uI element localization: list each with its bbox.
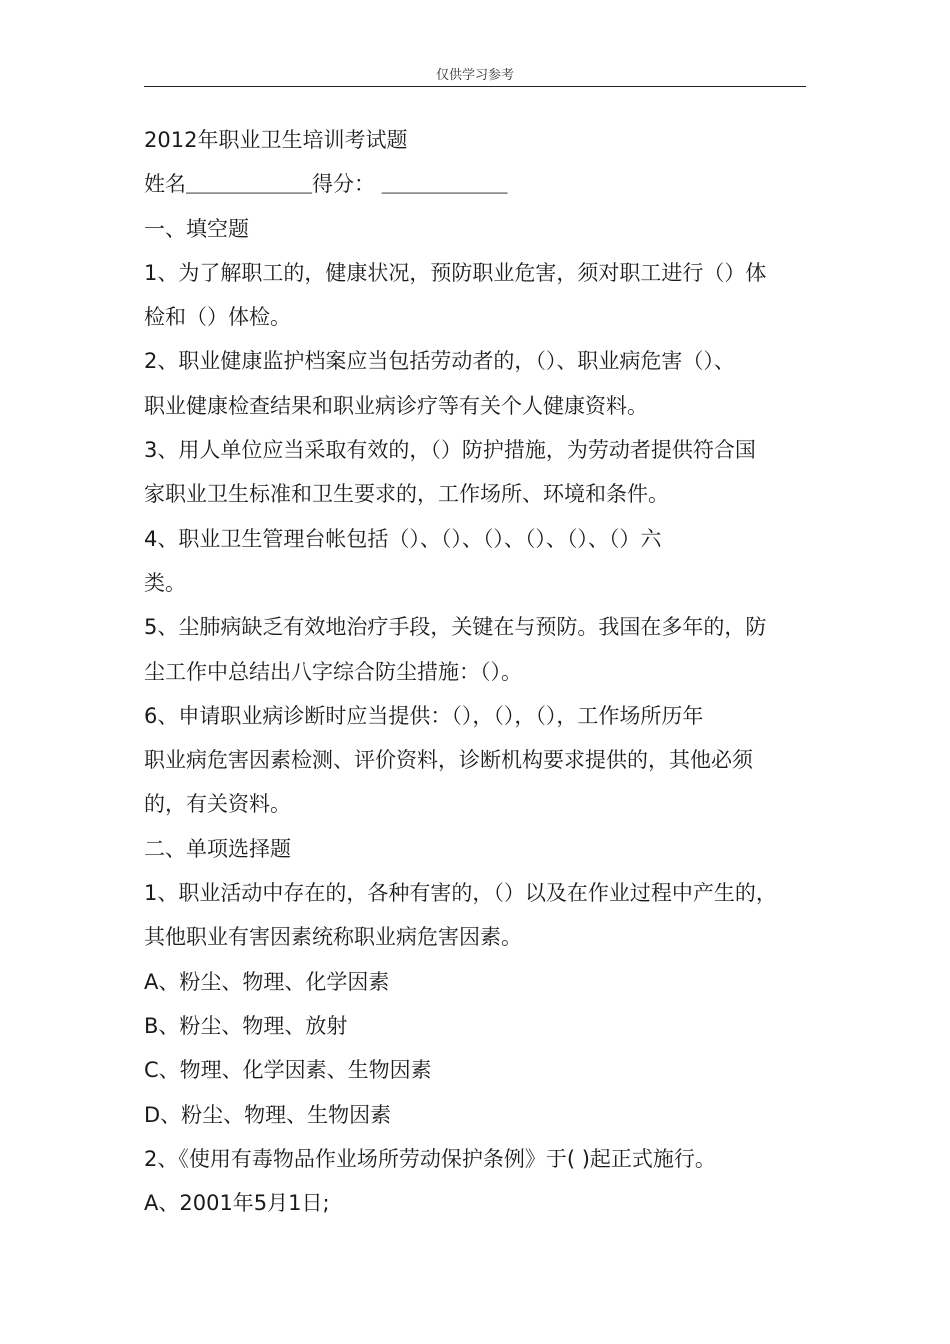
question-text: 的，有关资料。 bbox=[144, 792, 291, 817]
question-text: 1、职业活动中存在的，各种有害的，（）以及在作业过程中产生的， bbox=[144, 881, 777, 906]
answer-option: C、物理、化学因素、生物因素 bbox=[144, 1058, 432, 1083]
section-heading-single-choice: 二、单项选择题 bbox=[144, 836, 291, 861]
question-text: 尘工作中总结出八字综合防尘措施：（）。 bbox=[144, 659, 522, 684]
document-body bbox=[144, 118, 812, 1225]
question-text: 4、职业卫生管理台帐包括（）、（）、（）、（）、（）、（）六 bbox=[144, 526, 662, 551]
page-header: 仅供学习参考 bbox=[144, 66, 806, 87]
question-text: 其他职业有害因素统称职业病危害因素。 bbox=[144, 925, 522, 950]
question-text: 3、用人单位应当采取有效的，（）防护措施，为劳动者提供符合国 bbox=[144, 438, 756, 463]
question-text: 2、职业健康监护档案应当包括劳动者的，（）、职业病危害（）、 bbox=[144, 349, 735, 374]
answer-option: B、粉尘、物理、放射 bbox=[144, 1013, 348, 1038]
question-text: 家职业卫生标准和卫生要求的，工作场所、环境和条件。 bbox=[144, 482, 669, 507]
question-text: 5、尘肺病缺乏有效地治疗手段，关键在与预防。我国在多年的，防 bbox=[144, 615, 767, 640]
question-text: 1、为了解职工的，健康状况，预防职业危害，须对职工进行（）体 bbox=[144, 260, 767, 285]
answer-option: A、粉尘、物理、化学因素 bbox=[144, 969, 390, 994]
question-text: 职业健康检查结果和职业病诊疗等有关个人健康资料。 bbox=[144, 393, 648, 418]
question-text: 检和（）体检。 bbox=[144, 305, 291, 330]
question-text: 6、申请职业病诊断时应当提供：（），（），（），工作场所历年 bbox=[144, 703, 704, 728]
answer-option: D、粉尘、物理、生物因素 bbox=[144, 1102, 392, 1127]
question-text: 职业病危害因素检测、评价资料，诊断机构要求提供的，其他必须 bbox=[144, 748, 753, 773]
name-score-line: 姓名＿＿＿＿＿＿得分： ＿＿＿＿＿＿ bbox=[144, 172, 508, 197]
exam-title: 2012年职业卫生培训考试题 bbox=[144, 128, 408, 152]
answer-option: A、2001年5月1日; bbox=[144, 1191, 330, 1216]
question-text: 2、《使用有毒物品作业场所劳动保护条例》于( )起正式施行。 bbox=[144, 1146, 716, 1171]
section-heading-fill-blank: 一、填空题 bbox=[144, 216, 249, 241]
question-text: 类。 bbox=[144, 570, 186, 595]
